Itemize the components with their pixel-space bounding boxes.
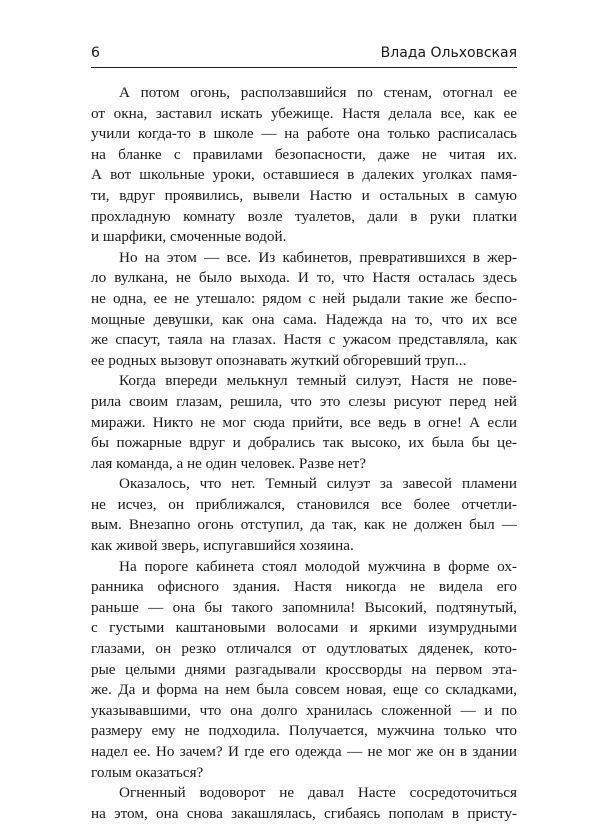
header-rule [91, 67, 517, 68]
text-line: вым. Внезапно огонь отступил, да так, как не должен был — [91, 516, 517, 534]
text-line: раньше — она бы такого запомнила! Высокий, подтянутый, [91, 598, 517, 616]
text-line: и шарфики, смоченные водой. [91, 228, 287, 246]
text-line: голым оказаться? [91, 763, 204, 781]
body-text [91, 83, 517, 824]
text-line: На пороге кабинета стоял молодой мужчина в форме ох- [119, 557, 517, 575]
text-line: лая команда, а не один человек. Разве нет? [91, 454, 366, 472]
text-line: на бланке с правилами безопасности, даже не читая их. [91, 145, 517, 163]
text-line: миражи. Никто не мог сюда прийти, все ведь в огне! А если [91, 413, 517, 431]
text-line: Когда впереди мелькнул темный силуэт, Настя не пове- [119, 372, 517, 390]
text-line: прохладную комнату возле туалетов, дали в руки платки [91, 207, 517, 225]
text-line: же. Да и форма на нем была совсем новая, еще со складками, [91, 681, 517, 699]
text-line: учили когда-то в школе — на работе она только расписалась [91, 125, 517, 143]
text-line: ранника офисного здания. Настя никогда не видела его [91, 578, 517, 596]
running-head-author: Влада Ольховская [380, 45, 517, 61]
text-line: ее родных вызовут опознавать жуткий обгоревший труп... [91, 351, 467, 369]
text-line: рила своим глазам, решила, что это слезы рисуют перед ней [91, 392, 517, 410]
text-line: с густыми каштановыми волосами и яркими изумрудными [91, 619, 517, 637]
text-line: от окна, заставил искать убежище. Настя делала все, как ее [91, 104, 517, 122]
text-line: Но на этом — все. Из кабинетов, превратившихся в жер- [119, 248, 517, 266]
text-line: размеру ему не подходила. Получается, мужчина только что [91, 722, 517, 740]
text-line: как живой зверь, испугавшийся хозяина. [91, 537, 354, 555]
page-header [91, 44, 517, 66]
text-line: же спасут, таяла на глазах. Настя с ужасом представляла, как [91, 331, 517, 349]
text-line: надел ее. Но зачем? И где его одежда — не мог же он в здании [91, 743, 517, 760]
text-line: ло вулкана, не было выхода. И то, что Настя осталась здесь [91, 269, 517, 287]
text-line: на этом, она снова закашлялась, сгибаясь пополам в присту- [91, 804, 517, 822]
page-number: 6 [91, 45, 100, 61]
text-line: Огненный водоворот не давал Насте сосредоточиться [119, 784, 517, 802]
text-line: Оказалось, что нет. Темный силуэт за завесой пламени [119, 475, 517, 493]
text-line: глазами, он резко отличался от одутловатых дяденек, кото- [91, 640, 517, 658]
text-line: не одна, ее не утешало: рядом с ней рыдали такие же беспо- [91, 289, 517, 307]
text-line: не исчез, он приближался, становился все более отчетли- [91, 495, 517, 513]
text-line: бы пожарные вдруг и добрались так высоко, их была бы це- [91, 434, 517, 452]
text-line: указывавшими, что она долго хранилась сложенной — и по [91, 701, 517, 719]
text-line: мощные девушки, как она сама. Надежда на то, что их все [91, 310, 517, 328]
text-line: А вот школьные уроки, оставшиеся в далеких уголках памя- [91, 166, 517, 184]
text-line: рые целыми днями разгадывали кроссворды на первом эта- [91, 660, 517, 678]
text-line: А потом огонь, расползавшийся по стенам, отогнал ее [119, 84, 517, 101]
text-line: ти, вдруг проявились, вывели Настю и остальных в самую [91, 186, 517, 204]
